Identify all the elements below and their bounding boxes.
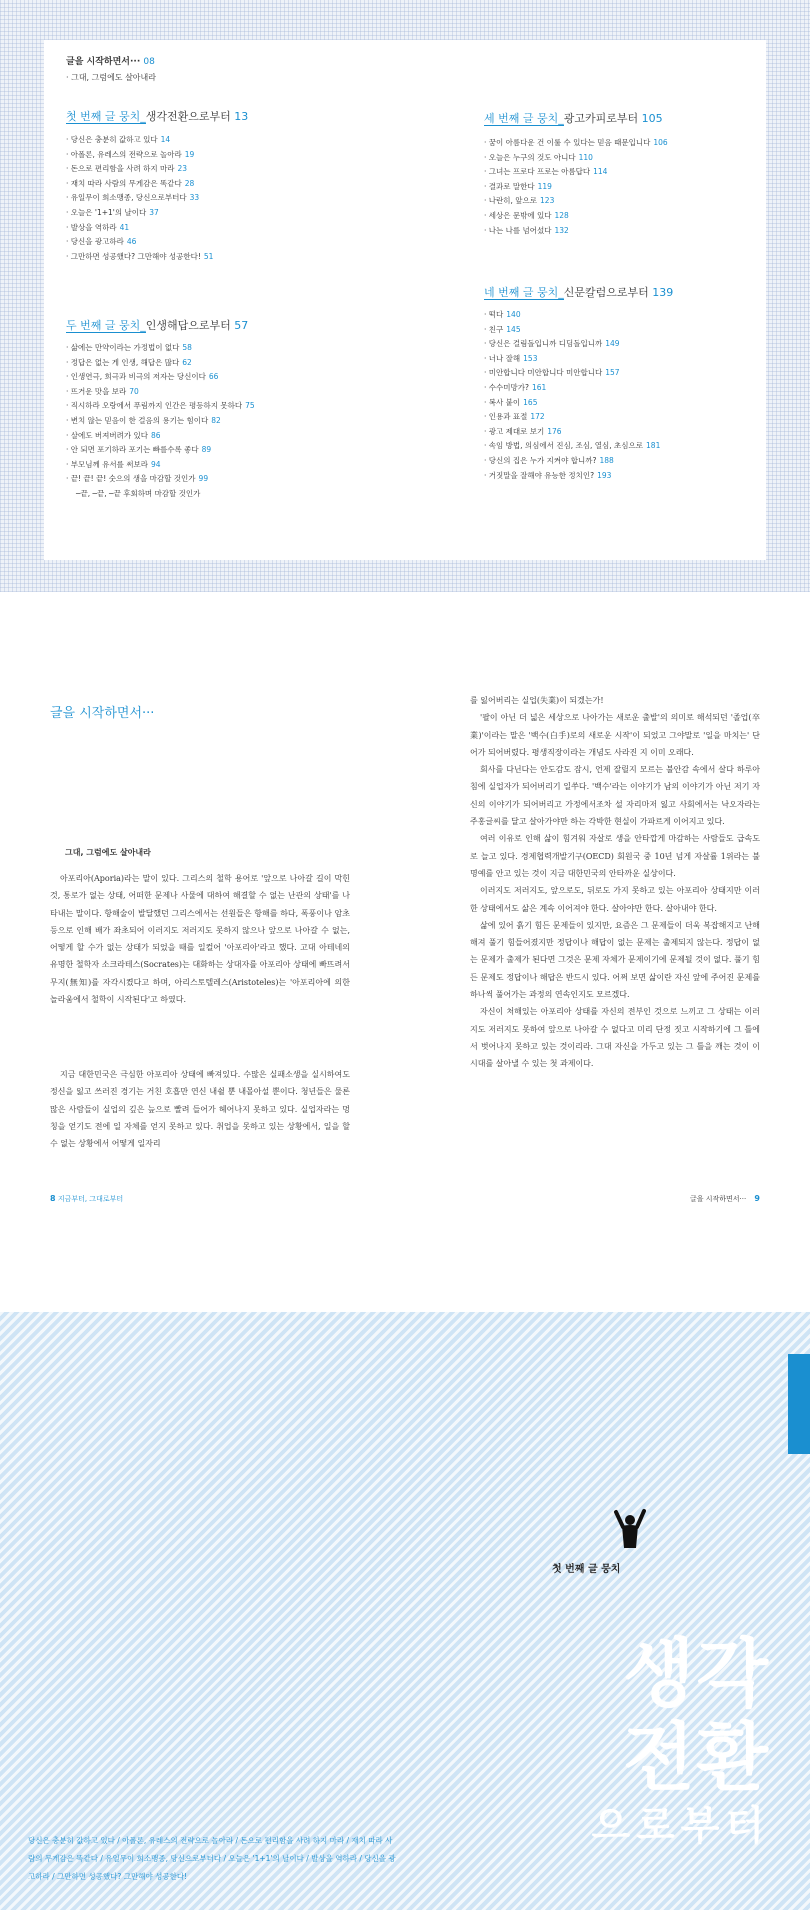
- toc-intro-title: [66, 54, 155, 67]
- toc-item-title: 부모님께 유서를 써보라: [70, 459, 148, 469]
- toc-item-page: 86: [151, 430, 161, 440]
- toc-item-page: 82: [211, 415, 221, 425]
- toc-part-3-list: [484, 136, 668, 238]
- toc-intro-page: 08: [143, 57, 155, 67]
- book-spread: [0, 592, 810, 1312]
- toc-item: [484, 352, 660, 367]
- toc-part-1-num: 첫 번째 글 뭉치_: [66, 110, 146, 123]
- toc-item-page: 172: [530, 412, 545, 422]
- toc-item: [66, 206, 213, 221]
- toc-item-page: 106: [653, 138, 668, 147]
- toc-intro-dots: ···: [130, 57, 144, 67]
- toc-item-title: 당신은 걸림돌입니까 디딤돌입니까: [488, 339, 603, 349]
- toc-item: [484, 180, 668, 195]
- toc-item-title: 광고 제대로 보기: [488, 426, 545, 436]
- toc-item-title: 정답은 없는 게 인생, 해답은 많다: [70, 357, 180, 367]
- left-paragraph-2: 지금 대한민국은 극심한 아포리아 상태에 빠져있다. 수많은 실패소생을 실시하여도 정신을 잃고 쓰러진 경기는 거친 호흡만 연신 내쉴 뿐 내몰아설 뿐이다. 청년들은 물론 많은 사람들이 실업의 깊은 늪으로 빨려 들어가 헤어나지 못하고 있다. 실업자라는 멍칭을 얻기도 전에 일 자체를 얻지 못하고 있다. 취업을 못하고 있는 상황에서, 일을 할 수 없는 상황에서 어떻게 일자리: [50, 1070, 350, 1149]
- toc-item: [66, 356, 255, 371]
- toc-item-title: 수수미망가?: [488, 382, 529, 392]
- toc-item-title: 직시하라 오랑에서 푸림까지 인간은 평등하지 못하다: [70, 401, 243, 411]
- right-folio: [690, 1194, 760, 1204]
- toc-part-4-title: 신문칼럼으로부터: [563, 286, 649, 299]
- toc-item: [66, 414, 255, 429]
- toc-item-page: 99: [198, 474, 209, 484]
- toc-item-title: 오늘은 누구의 것도 아니다: [488, 152, 576, 162]
- toc-item-continuation: ─끝, ─끝, ─끝 후회하며 마감할 것인가: [76, 488, 201, 498]
- toc-item: [484, 469, 660, 484]
- toc-item-page: 181: [646, 441, 661, 451]
- toc-item-page: 176: [547, 426, 562, 436]
- left-body-2: [50, 1066, 350, 1152]
- toc-item-title: 변치 않는 믿음이 한 걸음의 용기는 힘이다: [70, 415, 209, 425]
- toc-item: [66, 429, 255, 444]
- toc-item: [66, 148, 213, 163]
- toc-item-title: 결과로 말한다: [488, 181, 535, 191]
- toc-part-3-page: 105: [641, 112, 663, 125]
- toc-item-title: 당신은 충분히 값하고 있다: [70, 135, 158, 144]
- right-paragraph-3: 회사를 다닌다는 안도감도 잠시, 언제 잘릴지 모르는 불안감 속에서 살다 하루아침에 실업자가 되어버리기 일쑤다. '백수'라는 이야기가 남의 이야기가 아닌 저기 자신의 이야기가 되어버리고 가정에서조차 설 자리마저 잃고 사회에서는 낙오자라는 주홍글씨를 달고 살아가야만 하는 각박한 현실이 가파르게 이어지고 있다.: [470, 765, 760, 827]
- toc-item: [484, 136, 668, 151]
- toc-item-page: 193: [597, 470, 612, 480]
- toc-item: [484, 454, 660, 469]
- left-folio: [50, 1194, 123, 1204]
- toc-item-page: 46: [126, 237, 137, 247]
- toc-item: [66, 177, 213, 192]
- toc-intro-label: 글을 시작하면서: [66, 57, 130, 67]
- toc-item: [66, 443, 255, 458]
- toc-part-2-title: 인생해답으로부터: [145, 319, 231, 332]
- toc-item-page: 33: [189, 193, 200, 203]
- toc-item-page: 19: [184, 149, 195, 159]
- toc-item-title: 살에도 버져버려가 있다: [70, 430, 148, 440]
- toc-part-2-list: [66, 341, 255, 502]
- toc-item: [484, 209, 668, 224]
- toc-item: [484, 337, 660, 352]
- toc-item-title: 속임 방법, 의심에서 진심, 조심, 열심, 초심으로: [488, 441, 644, 451]
- toc-item-page: 161: [532, 382, 547, 392]
- toc-item-page: 149: [605, 339, 620, 349]
- left-running-head: 지금부터, 그대로부터: [57, 1195, 124, 1203]
- toc-item-title: 뜨거운 맛을 보라: [70, 386, 127, 396]
- left-paragraph-1: 아포리아(Aporia)라는 말이 있다. 그리스의 철학 용어로 '앞으로 나아갈 길이 막힌 것, 통로가 없는 상태, 어떠한 문제나 사물에 대하여 해결할 수 없는 난관의 상태'를 나타내는 말이다. 항해술이 발달했던 그리스에서는 선원들은 항해를 하다, 폭풍이나 암초 등으로 인해 배가 좌초되어 이러지도 저러지도 못하지 않으나 앞으로 나아갈 수 없는, 어떻게 할 수가 없는 상태가 되었을 때를 일컬어 '아포리아'라고 했다. 고대 아테네의 유명한 철학자 소크라테스(Socrates)는 대화하는 상대자를 아포리아 상태에 빠뜨려서 무지(無知)를 자각시켰다고 하며, 아리스토텔레스(Aristoteles)는 '아포리아에 의한 놀라움에서 철학이 시작된다'고 하였다.: [50, 874, 350, 1005]
- toc-item-page: 128: [554, 210, 569, 220]
- right-paragraph-4: 여러 이유로 인해 삶이 힘겨워 자살로 생을 안타깝게 마감하는 사람들도 급속도로 늘고 있다. 경제협력개발기구(OECD) 회원국 중 10년 넘게 자살률 1위라는 불명예를 안고 있는 것이 지금 대한민국의 안타까운 실상이다.: [470, 834, 760, 878]
- toc-section: [0, 0, 810, 592]
- toc-item: [66, 370, 255, 385]
- toc-item: [484, 425, 660, 440]
- toc-item-page: 110: [578, 152, 593, 162]
- toc-item-title: 그녀는 프로다 프로는 아름답다: [488, 167, 591, 177]
- toc-item-page: 114: [593, 167, 608, 177]
- chapter-title-line-1: 생각: [623, 1631, 770, 1717]
- toc-item-title: 나는 나를 넘어섰다: [488, 225, 552, 235]
- raised-arms-figure-icon: [612, 1508, 648, 1552]
- left-body-1: [50, 870, 350, 1008]
- toc-item: [66, 341, 255, 356]
- toc-item: [484, 410, 660, 425]
- toc-part-1-page: 13: [234, 110, 249, 123]
- toc-item: [484, 151, 668, 166]
- toc-item: [66, 133, 213, 148]
- toc-item: [484, 165, 668, 180]
- toc-item: [66, 399, 255, 414]
- chapter-title-line-2: 전환: [623, 1715, 770, 1801]
- toc-item-page: 62: [182, 357, 192, 367]
- toc-item-title: 인생연극, 희극과 비극의 저자는 당신이다: [70, 372, 206, 382]
- toc-part-4-page: 139: [652, 286, 674, 299]
- toc-item: [66, 472, 255, 487]
- toc-item-page: 188: [599, 455, 614, 465]
- toc-part-4-num: 네 번째 글 뭉치_: [484, 286, 564, 299]
- toc-item: [66, 162, 213, 177]
- toc-item-page: 70: [129, 386, 139, 396]
- chapter-opener: [0, 1312, 810, 1910]
- right-paragraph-2: '팔이 아닌 더 넓은 세상으로 나아가는 새로운 출발'의 의미로 해석되던 '졸업(卒業)'이라는 말은 '백수(白手)로의 새로운 시작'이 되었고 그야말로 '일을 마치는' 단어가 되어버렸다. 평생직장이라는 개념도 사라진 지 이미 오래다.: [470, 713, 760, 757]
- toc-item-title: 돈으로 편리함을 사려 하지 마라: [70, 164, 175, 174]
- toc-item-title: 세상은 문밖에 있다: [488, 210, 552, 220]
- toc-item-title: 오늘은 '1+1'의 날이다: [70, 207, 147, 217]
- toc-part-3-num: 세 번째 글 뭉치_: [484, 112, 564, 125]
- chapter-label: 첫 번째 글 뭉치: [552, 1564, 621, 1575]
- chapter-contents-list: 당신은 충분히 값하고 있다 / 아폴론, 유레스의 전략으로 놀아라 / 돈으로 편리함을 사려 하지 마라 / 재치 따라 사람의 무게감은 똑같다 / 유일무이 희소맹종, 당신으로부터다 / 오늘은 '1+1'의 날이다 / 발상을 역하라 / 당신을 광고하라 / 그만하면 성공했다? 그만해야 성공한다!: [28, 1836, 396, 1881]
- toc-item-title: 발상을 역하라: [70, 222, 117, 232]
- toc-item-title: 당신의 집은 누가 지켜야 합니까?: [488, 455, 597, 465]
- toc-item-page: 123: [540, 196, 555, 206]
- right-paragraph-7: 자신이 처해있는 아포리아 상태를 자신의 전부인 것으로 느끼고 그 상태는 이러지도 저러지도 못하여 앞으로 나아갈 수 없다고 미리 단정 짓고 시작하기에 그 틀에서 벗어나지 못하고 있는 것이리라. 그대 자신을 가두고 있는 그 틀을 깨는 것이 이 시대를 살아낼 수 있는 첫 과제이다.: [470, 1007, 760, 1069]
- toc-item-page: 66: [208, 372, 219, 382]
- toc-item: [484, 381, 660, 396]
- chapter-tab-marker: [788, 1354, 810, 1454]
- toc-item: [66, 221, 213, 236]
- toc-part-4-heading: [484, 284, 673, 300]
- left-page-number: 8: [50, 1194, 56, 1203]
- toc-item-page: 132: [554, 225, 569, 235]
- toc-item: [66, 235, 213, 250]
- toc-item: [484, 366, 660, 381]
- toc-item-title: 나란히, 앞으로: [488, 196, 538, 206]
- toc-part-3-title: 광고카피로부터: [563, 112, 639, 125]
- right-body: [470, 692, 760, 1073]
- toc-item-title: 꿈이 아름다운 건 이룰 수 있다는 믿음 때문입니다: [488, 138, 651, 147]
- toc-part-3-heading: [484, 110, 663, 126]
- toc-item-page: 94: [151, 459, 161, 469]
- chapter-title: [591, 1632, 770, 1852]
- toc-item: [484, 323, 660, 338]
- right-paragraph-6: 삶에 있어 흙기 힘든 문제들이 있지만, 요즘은 그 문제들이 더욱 복잡해지고 난해해져 풀기 힘들어졌지만 정답이나 해답이 없는 문제는 출제되지 않는다. 정답이 없는 문제가 출제가 된다면 그것은 문제 자체가 문제이기에 문제될 것이 없다. 풀기 힘든 문제도 정답이나 해답은 반드시 있다. 어쩌 보면 삶이란 자신 앞에 주어진 문제를 하나씩 풀어가는 과정의 연속인지도 모르겠다.: [470, 920, 760, 1000]
- right-paragraph-5: 이러지도 저러지도, 앞으로도, 뒤로도 가지 못하고 있는 아포리아 상태지만 이러한 상태에서도 삶은 계속 이어져야 한다. 살아야만 한다. 살아내야 한다.: [470, 886, 760, 913]
- toc-item-title: 미안합니다 미안합니다 미안합니다: [488, 368, 603, 378]
- toc-item-title: 끝! 끝! 끝! 숫으의 생을 마감할 것인가: [70, 474, 196, 484]
- toc-item-page: 140: [506, 310, 521, 319]
- toc-item-title: 그만하면 성공했다? 그만해야 성공한다!: [70, 251, 201, 261]
- toc-item-page: 89: [201, 445, 212, 455]
- toc-item-title: 재치 따라 사람의 무게감은 똑같다: [70, 178, 182, 188]
- toc-part-1-title: 생각전환으로부터: [145, 110, 231, 123]
- toc-part-1-list: [66, 133, 213, 264]
- toc-item: [66, 385, 255, 400]
- right-page-number: 9: [754, 1194, 760, 1203]
- toc-item-page: 119: [537, 181, 552, 191]
- toc-item-page: 153: [523, 353, 538, 363]
- toc-item: [484, 194, 668, 209]
- section-subtitle: 그대, 그럼에도 살아내라: [65, 848, 151, 857]
- toc-item-title: 떡다: [488, 310, 504, 319]
- toc-part-1-heading: [66, 108, 248, 124]
- toc-item: [66, 250, 213, 265]
- toc-item-page: 157: [605, 368, 620, 378]
- right-running-head: 글을 시작하면서···: [689, 1195, 747, 1203]
- toc-item-title: 복사 붙이: [488, 397, 521, 407]
- toc-item: [484, 396, 660, 411]
- section-title: 글을 시작하면서···: [50, 706, 155, 721]
- toc-item-page: 145: [506, 324, 521, 334]
- toc-item-page: 28: [184, 178, 195, 188]
- toc-item-page: 37: [149, 207, 159, 217]
- toc-item-title: 친구: [488, 324, 504, 334]
- toc-item: [484, 308, 660, 323]
- toc-item-title: 안 되면 포기하라 포기는 빠를수록 좋다: [70, 445, 199, 455]
- toc-part-2-heading: [66, 317, 248, 333]
- toc-item-title: 당신을 광고하라: [70, 237, 124, 247]
- toc-part-2-page: 57: [234, 319, 249, 332]
- right-paragraph-1: 를 잃어버리는 실업(失業)이 되겠는가!: [470, 696, 604, 705]
- toc-item-title: 거짓말을 잘해야 유능한 정치인?: [488, 470, 595, 480]
- toc-intro-sub: · 그대, 그럼에도 살아내라: [66, 73, 156, 82]
- toc-item-page: 58: [182, 343, 192, 352]
- toc-card: [44, 40, 766, 560]
- toc-item: [66, 458, 255, 473]
- toc-item-page: 165: [523, 397, 538, 407]
- chapter-title-line-3: 으로부터: [591, 1803, 770, 1849]
- toc-item-page: 75: [245, 401, 255, 411]
- toc-item: [66, 191, 213, 206]
- toc-part-4-list: [484, 308, 660, 483]
- toc-part-2-num: 두 번째 글 뭉치_: [66, 319, 146, 332]
- toc-item-page: 23: [177, 164, 188, 174]
- toc-item: [484, 439, 660, 454]
- toc-item-page: 51: [203, 251, 214, 261]
- toc-item-page: 14: [160, 135, 171, 144]
- toc-item-title: 인용과 표절: [488, 412, 528, 422]
- toc-item-title: 너나 잘해: [488, 353, 521, 363]
- toc-item-title: 유일무이 희소맹종, 당신으로부터다: [70, 193, 187, 203]
- toc-item-page: 41: [119, 222, 130, 232]
- toc-item: [484, 224, 668, 239]
- toc-item-title: 삶에는 만약이라는 가정법이 없다: [70, 343, 180, 352]
- toc-item-title: 아폴론, 유레스의 전략으로 놀아라: [70, 149, 182, 159]
